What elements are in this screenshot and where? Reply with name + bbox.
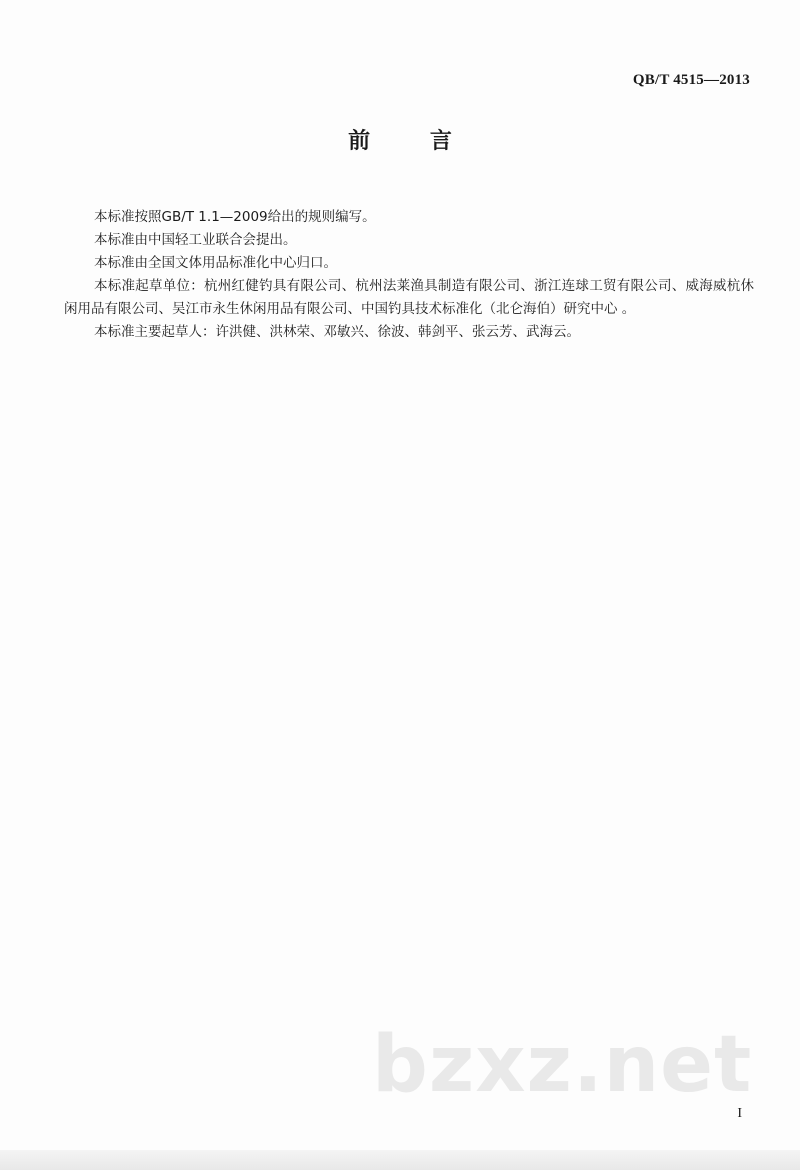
page-title: 前 言: [348, 129, 478, 154]
page-number: I: [737, 1106, 742, 1121]
paragraph-proposer: 本标准由中国轻工业联合会提出。: [94, 232, 297, 248]
watermark-text: bzxz.net: [372, 1020, 753, 1110]
paragraph-drafting-rules: 本标准按照GB/T 1.1—2009给出的规则编写。: [94, 209, 376, 225]
paragraph-drafters: 本标准主要起草人：许洪健、洪林荣、邓敏兴、徐波、韩剑平、张云芳、武海云。: [94, 324, 580, 340]
standard-code: QB/T 4515—2013: [632, 72, 750, 88]
paragraph-administrator: 本标准由全国文体用品标准化中心归口。: [94, 255, 337, 271]
paragraph-drafting-units: 本标准起草单位：杭州红健钓具有限公司、杭州法莱渔具制造有限公司、浙江连球工贸有限公司、威海威杭休闲用品有限公司、吴江市永生休闲用品有限公司、中国钓具技术标准化（北仑海伯）研究中心 。: [64, 278, 754, 317]
page-bottom-edge: [0, 1150, 800, 1170]
foreword-body: [64, 206, 754, 344]
